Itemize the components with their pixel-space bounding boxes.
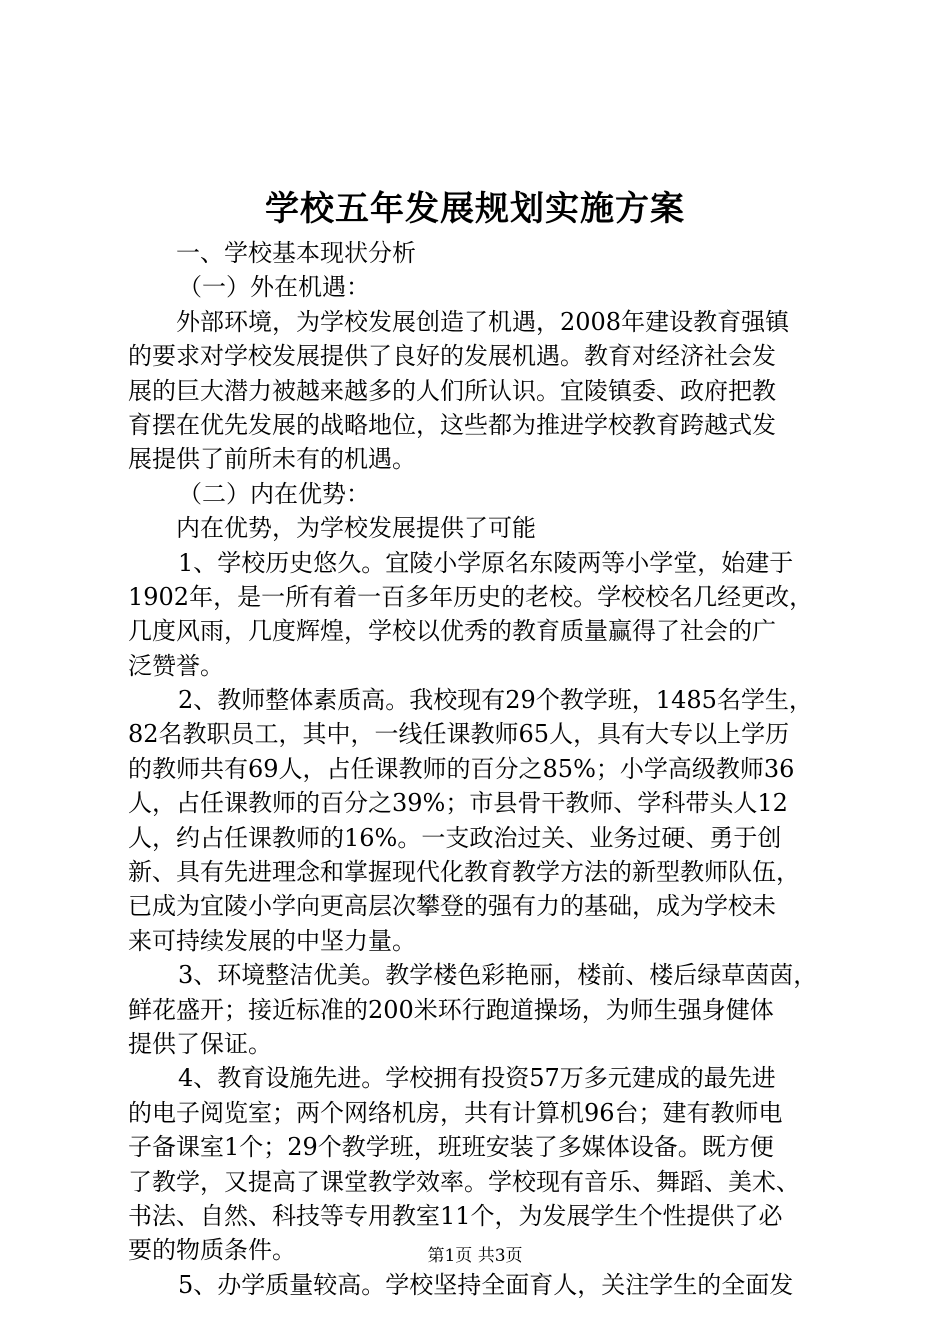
subsection-heading: （一）外在机遇： <box>178 273 370 302</box>
paragraph-line: 育摆在优先发展的战略地位，这些都为推进学校教育跨越式发 <box>128 410 776 439</box>
paragraph-line: 1902年，是一所有着一百多年历史的老校。学校校名几经更改， <box>128 582 814 611</box>
paragraph-line: 鲜花盛开；接近标准的200米环行跑道操场，为师生强身健体 <box>128 995 774 1024</box>
paragraph-line: 82名教职员工，其中，一线任课教师65人，具有大专以上学历 <box>128 720 790 749</box>
paragraph-line: 新、具有先进理念和掌握现代化教育教学方法的新型教师队伍， <box>128 858 800 887</box>
paragraph-line: 2、教师整体素质高。我校现有29个教学班，1485名学生， <box>178 686 813 715</box>
paragraph-line: 已成为宜陵小学向更高层次攀登的强有力的基础，成为学校未 <box>128 892 776 921</box>
paragraph-line: 几度风雨，几度辉煌，学校以优秀的教育质量赢得了社会的广 <box>128 617 776 646</box>
paragraph-line: 人，占任课教师的百分之39%；市县骨干教师、学科带头人12 <box>128 789 788 818</box>
paragraph-line: 的电子阅览室；两个网络机房，共有计算机96台；建有教师电 <box>128 1098 783 1127</box>
paragraph-line: 内在优势，为学校发展提供了可能 <box>176 514 536 543</box>
paragraph-line: 4、教育设施先进。学校拥有投资57万多元建成的最先进 <box>178 1064 776 1093</box>
paragraph-line: 了教学，又提高了课堂教学效率。学校现有音乐、舞蹈、美术、 <box>128 1167 800 1196</box>
paragraph-line: 展提供了前所未有的机遇。 <box>128 445 416 474</box>
paragraph-line: 人，约占任课教师的16%。一支政治过关、业务过硬、勇于创 <box>128 823 782 852</box>
paragraph-line: 书法、自然、科技等专用教室11个，为发展学生个性提供了必 <box>128 1201 783 1230</box>
paragraph-line: 1、学校历史悠久。宜陵小学原名东陵两等小学堂，始建于 <box>178 548 794 577</box>
document-title: 学校五年发展规划实施方案 <box>265 189 685 229</box>
paragraph-line: 外部环境，为学校发展创造了机遇，2008年建设教育强镇 <box>176 307 790 336</box>
paragraph-line: 展的巨大潜力被越来越多的人们所认识。宜陵镇委、政府把教 <box>128 376 776 405</box>
paragraph-line: 子备课室1个；29个教学班，班班安装了多媒体设备。既方便 <box>128 1133 774 1162</box>
paragraph-line: 的教师共有69人，占任课教师的百分之85%；小学高级教师36 <box>128 754 795 783</box>
paragraph-line: 提供了保证。 <box>128 1029 272 1058</box>
paragraph-line: 的要求对学校发展提供了良好的发展机遇。教育对经济社会发 <box>128 342 776 371</box>
paragraph-line: 3、环境整洁优美。教学楼色彩艳丽，楼前、楼后绿草茵茵， <box>178 961 818 990</box>
paragraph-line: 要的物质条件。 <box>128 1236 296 1265</box>
paragraph-line: 泛赞誉。 <box>128 651 224 680</box>
section-heading: 一、学校基本现状分析 <box>176 239 416 267</box>
page-number-footer: 第1页 共3页 <box>427 1246 523 1266</box>
paragraph-line: 来可持续发展的中坚力量。 <box>128 926 416 955</box>
subsection-heading: （二）内在优势： <box>178 479 370 508</box>
document-body <box>128 236 828 1302</box>
paragraph-line: 5、办学质量较高。学校坚持全面育人，关注学生的全面发 <box>178 1270 794 1299</box>
